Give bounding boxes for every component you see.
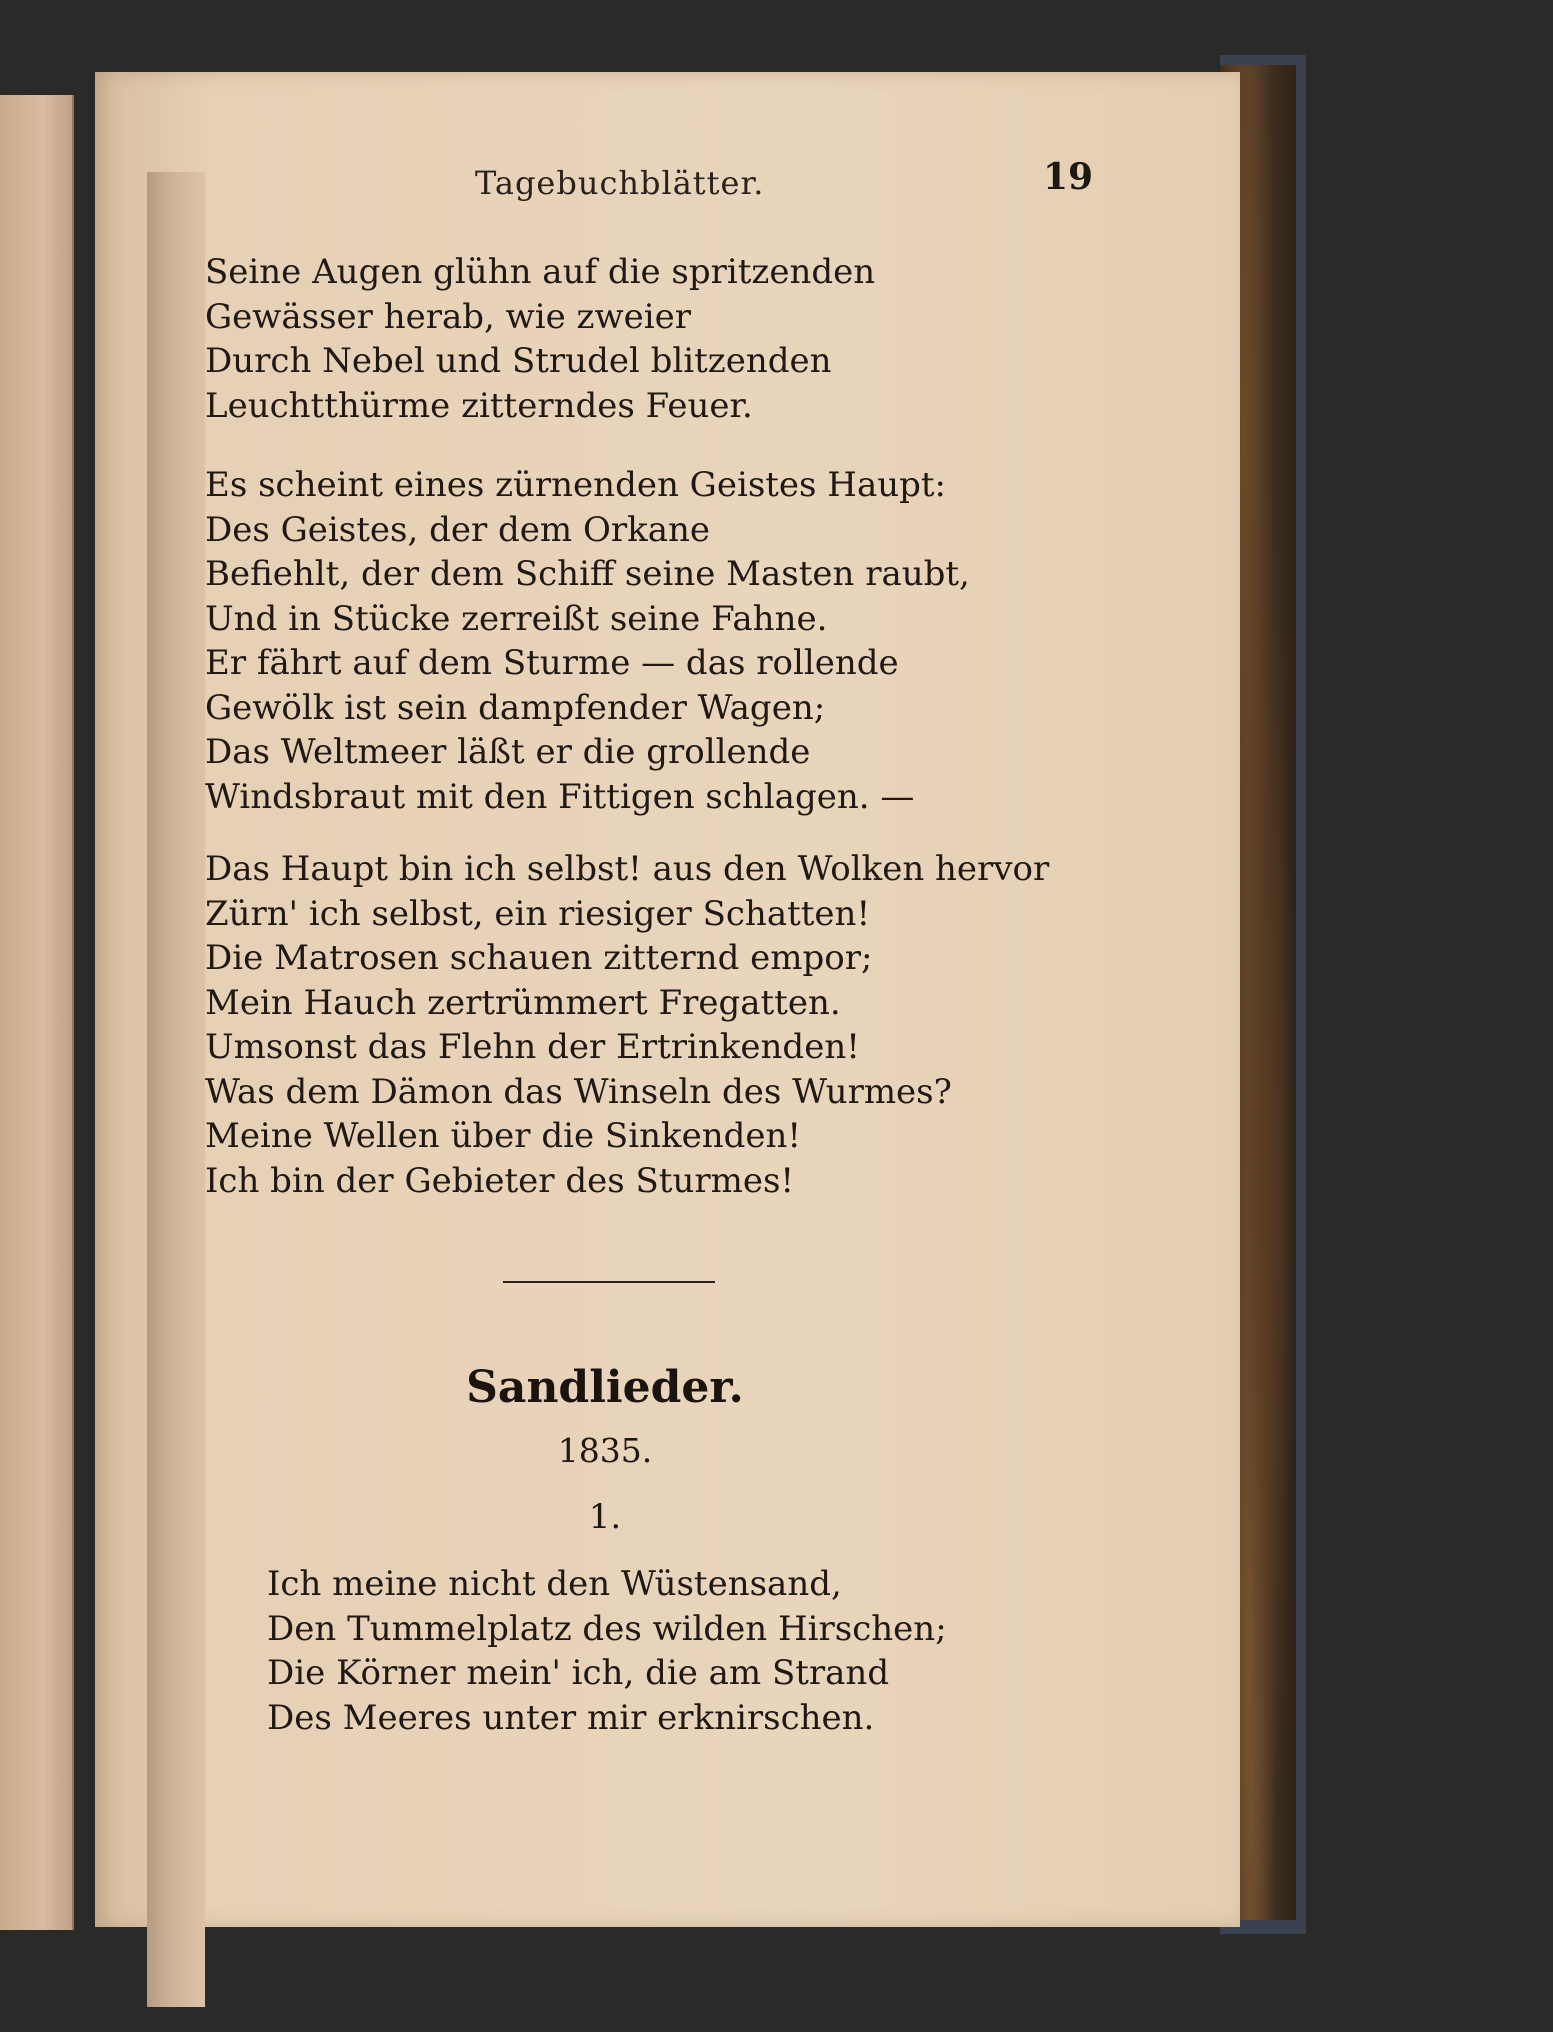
- section-year: 1835.: [557, 1431, 653, 1470]
- verse-line: Seine Augen glühn auf die spritzenden: [205, 252, 876, 292]
- verse-line: Was dem Dämon das Winseln des Wurmes?: [205, 1071, 952, 1112]
- verse-line: Die Körner mein' ich, die am Strand: [267, 1653, 890, 1693]
- stanza-sandlieder-1: [267, 1562, 947, 1740]
- verse-line: Gewölk ist sein dampfender Wagen;: [205, 687, 826, 728]
- book-page: [95, 72, 1240, 1927]
- verse-line: Er fährt auf dem Sturme — das rollende: [205, 643, 899, 683]
- running-head: Tagebuchblätter.: [475, 164, 765, 202]
- verse-line: Des Meeres unter mir erknirschen.: [267, 1697, 875, 1738]
- verse-line: Den Tummelplatz des wilden Hirschen;: [267, 1608, 947, 1649]
- verse-line: Gewässer herab, wie zweier: [205, 296, 691, 337]
- page-number: 19: [1043, 156, 1094, 198]
- stanza-2: [205, 463, 970, 819]
- section-title: Sandlieder.: [466, 1362, 744, 1413]
- verse-line: Das Haupt bin ich selbst! aus den Wolken hervor: [205, 849, 1050, 889]
- page-gutter: [147, 172, 205, 2007]
- verse-line: Zürn' ich selbst, ein riesiger Schatten!: [205, 893, 871, 934]
- poem-number: 1.: [588, 1497, 622, 1537]
- verse-line: Umsonst das Flehn der Ertrinkenden!: [205, 1027, 860, 1067]
- verse-line: Leuchtthürme zitterndes Feuer.: [205, 385, 753, 426]
- stanza-1: [205, 250, 875, 428]
- verse-line: Des Geistes, der dem Orkane: [205, 509, 710, 550]
- verse-line: Ich bin der Gebieter des Sturmes!: [205, 1160, 795, 1201]
- section-divider: [503, 1281, 715, 1283]
- verse-line: Windsbraut mit den Fittigen schlagen. —: [205, 776, 915, 817]
- verse-line: Durch Nebel und Strudel blitzenden: [205, 341, 832, 381]
- facing-page-edge: [0, 95, 74, 1930]
- verse-line: Mein Hauch zertrümmert Fregatten.: [205, 982, 841, 1023]
- verse-line: Die Matrosen schauen zitternd empor;: [205, 938, 873, 978]
- verse-line: Ich meine nicht den Wüstensand,: [267, 1564, 842, 1604]
- stanza-3: [205, 847, 1049, 1203]
- verse-line: Meine Wellen über die Sinkenden!: [205, 1116, 802, 1156]
- verse-line: Das Weltmeer läßt er die grollende: [205, 732, 811, 772]
- verse-line: Befiehlt, der dem Schiff seine Masten raubt,: [205, 554, 970, 594]
- verse-line: Es scheint eines zürnenden Geistes Haupt:: [205, 465, 947, 505]
- verse-line: Und in Stücke zerreißt seine Fahne.: [205, 598, 828, 639]
